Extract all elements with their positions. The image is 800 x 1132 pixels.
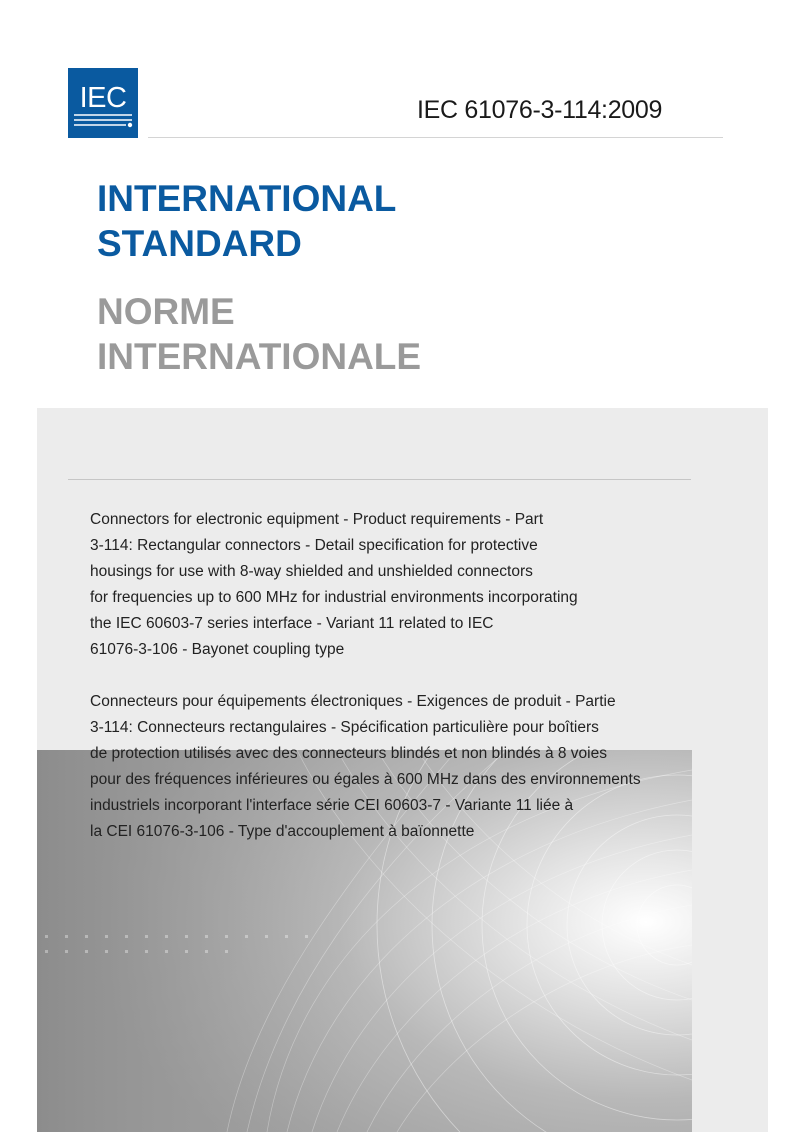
panel-divider bbox=[68, 479, 691, 480]
iec-logo bbox=[68, 68, 138, 138]
description-french-line: de protection utilisés avec des connecteurs blindés et non blindés à 8 voies bbox=[90, 745, 607, 762]
description-english-line: 61076-3-106 - Bayonet coupling type bbox=[90, 641, 345, 658]
title-english-line: INTERNATIONAL bbox=[97, 178, 397, 219]
description-english-line: the IEC 60603-7 series interface - Variant 11 related to IEC bbox=[90, 615, 494, 632]
description-french-line: Connecteurs pour équipements électroniques - Exigences de produit - Partie bbox=[90, 693, 616, 710]
description-english-line: for frequencies up to 600 MHz for industrial environments incorporating bbox=[90, 589, 578, 606]
title-french bbox=[97, 289, 421, 379]
description-english-line: 3-114: Rectangular connectors - Detail specification for protective bbox=[90, 537, 538, 554]
description-english-line: housings for use with 8-way shielded and unshielded connectors bbox=[90, 563, 533, 580]
description-english-line: Connectors for electronic equipment - Product requirements - Part bbox=[90, 511, 544, 528]
description-english bbox=[90, 507, 578, 663]
title-french-line: INTERNATIONALE bbox=[97, 336, 422, 377]
logo-text: IEC bbox=[79, 82, 127, 114]
description-french-line: industriels incorporant l'interface série CEI 60603-7 - Variante 11 liée à bbox=[90, 797, 574, 814]
title-english bbox=[97, 176, 396, 266]
description-french bbox=[90, 689, 641, 845]
document-number: IEC 61076-3-114:2009 bbox=[417, 96, 663, 124]
iec-logo-mark bbox=[68, 68, 138, 138]
description-french-line: la CEI 61076-3-106 - Type d'accouplement à baïonnette bbox=[90, 823, 475, 840]
description-french-line: pour des fréquences inférieures ou égales à 600 MHz dans des environnements bbox=[90, 771, 641, 788]
header-divider bbox=[148, 137, 723, 138]
description-french-line: 3-114: Connecteurs rectangulaires - Spécification particulière pour boîtiers bbox=[90, 719, 599, 736]
title-french-line: NORME bbox=[97, 291, 235, 332]
title-english-line: STANDARD bbox=[97, 223, 302, 264]
